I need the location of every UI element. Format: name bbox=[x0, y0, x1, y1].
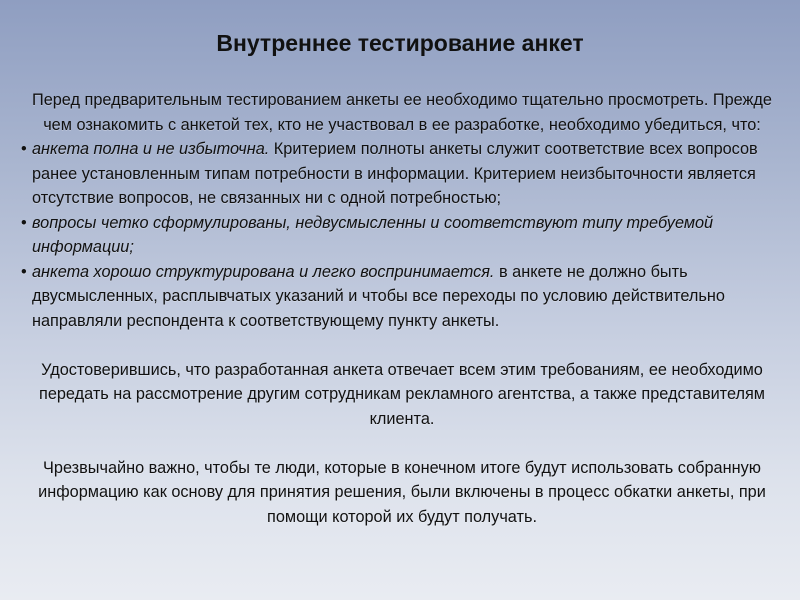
slide-body bbox=[22, 88, 782, 529]
list-item bbox=[22, 137, 782, 211]
bullet-icon: • bbox=[21, 213, 27, 232]
requirements-list bbox=[22, 137, 782, 333]
bullet-emphasis: анкета полна и не избыточна. bbox=[32, 140, 270, 158]
intro-paragraph: Перед предварительным тестированием анкеты ее необходимо тщательно просмотреть. Прежде чем ознакомить с анкетой тех, кто не участвовал в ее разработке, необходимо убедиться, что: bbox=[32, 91, 772, 134]
stakeholders-paragraph: Чрезвычайно важно, чтобы те люди, которые в конечном итоге будут использовать собранную информацию как основу для принятия решения, были включены в процесс обкатки анкеты, при помощи которой их будут получать. bbox=[38, 458, 766, 526]
bullet-text: в анкете не должно быть двусмысленных, расплывчатых указаний и чтобы все переходы по условию действительно направляли респондента к соответствующему пункту анкеты. bbox=[32, 262, 725, 330]
bullet-text: Критерием полноты анкеты служит соответствие всех вопросов ранее установленным типам потребности в информации. Критерием неизбыточности является отсутствие вопросов, не связанных ни с одной потребностью; bbox=[32, 140, 758, 207]
list-item bbox=[22, 260, 782, 334]
bullet-emphasis: анкета хорошо структурирована и легко воспринимается. bbox=[32, 262, 495, 281]
slide-title: Внутреннее тестирование анкет bbox=[216, 30, 584, 56]
bullet-icon: • bbox=[21, 262, 27, 281]
list-item bbox=[22, 211, 782, 260]
spacer bbox=[22, 333, 782, 358]
bullet-emphasis: вопросы четко сформулированы, недвусмысленны и соответствуют типу требуемой информации; bbox=[32, 213, 714, 256]
review-paragraph: Удостоверившись, что разработанная анкета отвечает всем этим требованиям, ее необходимо передать на рассмотрение другим сотрудникам рекламного агентства, а также представителям клиента. bbox=[39, 360, 765, 428]
spacer bbox=[22, 431, 782, 456]
bullet-icon: • bbox=[21, 140, 27, 158]
